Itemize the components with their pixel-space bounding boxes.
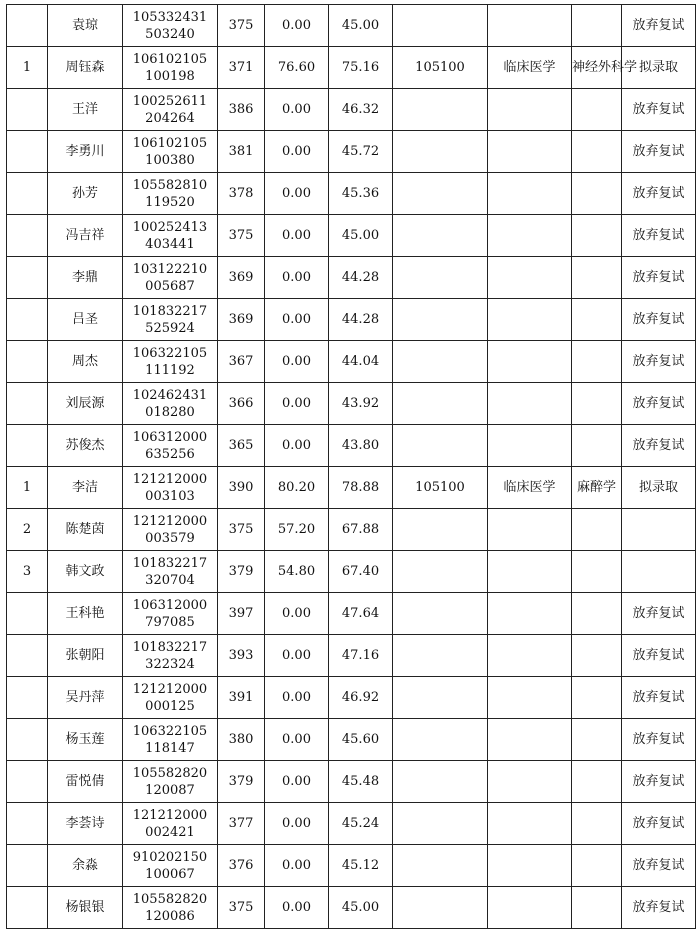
- interview-score-cell: 0.00: [265, 5, 329, 47]
- result-cell: 放弃复试: [622, 887, 696, 929]
- major-name-cell: [488, 341, 572, 383]
- major-name-cell: [488, 803, 572, 845]
- initial-score-cell: 390: [218, 467, 265, 509]
- interview-score-cell: 0.00: [265, 131, 329, 173]
- rank-cell: [7, 257, 48, 299]
- major-name-cell: [488, 509, 572, 551]
- exam-id-cell: [123, 761, 218, 803]
- major-code-cell: 105100: [393, 47, 488, 89]
- major-name-cell: [488, 761, 572, 803]
- research-direction-cell: [572, 173, 622, 215]
- research-direction-cell: [572, 803, 622, 845]
- rank-cell: [7, 215, 48, 257]
- research-direction-cell: [572, 5, 622, 47]
- interview-score-cell: 0.00: [265, 257, 329, 299]
- total-score-cell: 46.92: [329, 677, 393, 719]
- exam-id-cell: [123, 845, 218, 887]
- table-row: [7, 803, 696, 845]
- exam-id-line-2: 002421: [145, 824, 195, 840]
- rank-cell: [7, 761, 48, 803]
- name-cell: 余淼: [48, 845, 123, 887]
- exam-id-line-2: 000125: [145, 698, 195, 714]
- exam-id-cell: [123, 173, 218, 215]
- name-cell: 李鼎: [48, 257, 123, 299]
- exam-id-cell: [123, 425, 218, 467]
- exam-id-cell: [123, 341, 218, 383]
- result-cell: [622, 509, 696, 551]
- major-code-cell: [393, 173, 488, 215]
- initial-score-cell: 367: [218, 341, 265, 383]
- result-cell: 放弃复试: [622, 425, 696, 467]
- major-code-cell: [393, 845, 488, 887]
- major-code-cell: [393, 5, 488, 47]
- exam-id-line-1: 101832217: [132, 303, 208, 319]
- major-name-cell: [488, 719, 572, 761]
- result-cell: [622, 551, 696, 593]
- exam-id-line-1: 121212000: [132, 471, 208, 487]
- major-code-cell: [393, 887, 488, 929]
- rank-cell: [7, 89, 48, 131]
- exam-id-line-2: 797085: [145, 614, 195, 630]
- exam-id-cell: [123, 887, 218, 929]
- major-name-cell: 临床医学: [488, 47, 572, 89]
- research-direction-cell: [572, 845, 622, 887]
- exam-id-cell: [123, 257, 218, 299]
- rank-cell: [7, 383, 48, 425]
- exam-id-line-1: 100252611: [132, 93, 208, 109]
- result-cell: 放弃复试: [622, 173, 696, 215]
- result-cell: 放弃复试: [622, 383, 696, 425]
- exam-id-line-1: 106322105: [132, 723, 208, 739]
- rank-cell: [7, 719, 48, 761]
- name-cell: 李洁: [48, 467, 123, 509]
- table-body: [7, 5, 696, 929]
- result-cell: 放弃复试: [622, 299, 696, 341]
- exam-id-line-2: 403441: [145, 236, 195, 252]
- result-cell: 放弃复试: [622, 341, 696, 383]
- rank-cell: 1: [7, 467, 48, 509]
- name-cell: 张朝阳: [48, 635, 123, 677]
- name-cell: 杨银银: [48, 887, 123, 929]
- table-row: [7, 131, 696, 173]
- name-cell: 李勇川: [48, 131, 123, 173]
- exam-id-line-1: 102462431: [132, 387, 208, 403]
- exam-id-line-1: 106312000: [132, 429, 208, 445]
- rank-cell: 2: [7, 509, 48, 551]
- initial-score-cell: 366: [218, 383, 265, 425]
- initial-score-cell: 375: [218, 887, 265, 929]
- total-score-cell: 44.04: [329, 341, 393, 383]
- exam-id-cell: [123, 593, 218, 635]
- interview-score-cell: 0.00: [265, 845, 329, 887]
- exam-id-cell: [123, 5, 218, 47]
- candidate-table: [6, 4, 696, 929]
- exam-id-line-2: 003103: [145, 488, 195, 504]
- exam-id-cell: [123, 551, 218, 593]
- interview-score-cell: 0.00: [265, 593, 329, 635]
- exam-id-line-1: 105332431: [132, 9, 208, 25]
- initial-score-cell: 379: [218, 551, 265, 593]
- exam-id-line-2: 320704: [145, 572, 195, 588]
- total-score-cell: 47.64: [329, 593, 393, 635]
- interview-score-cell: 0.00: [265, 761, 329, 803]
- name-cell: 吴丹萍: [48, 677, 123, 719]
- research-direction-cell: [572, 635, 622, 677]
- total-score-cell: 75.16: [329, 47, 393, 89]
- initial-score-cell: 380: [218, 719, 265, 761]
- rank-cell: [7, 677, 48, 719]
- research-direction-cell: [572, 215, 622, 257]
- initial-score-cell: 376: [218, 845, 265, 887]
- major-name-cell: [488, 215, 572, 257]
- exam-id-cell: [123, 719, 218, 761]
- result-cell: 放弃复试: [622, 803, 696, 845]
- research-direction-cell: [572, 761, 622, 803]
- exam-id-line-2: 322324: [145, 656, 195, 672]
- initial-score-cell: 375: [218, 509, 265, 551]
- name-cell: 刘辰源: [48, 383, 123, 425]
- table-row: [7, 5, 696, 47]
- major-name-cell: [488, 89, 572, 131]
- table-row: [7, 215, 696, 257]
- exam-id-line-2: 635256: [145, 446, 195, 462]
- table-row: [7, 341, 696, 383]
- rank-cell: 3: [7, 551, 48, 593]
- interview-score-cell: 0.00: [265, 173, 329, 215]
- rank-cell: [7, 845, 48, 887]
- interview-score-cell: 0.00: [265, 89, 329, 131]
- major-name-cell: [488, 887, 572, 929]
- name-cell: 冯吉祥: [48, 215, 123, 257]
- initial-score-cell: 393: [218, 635, 265, 677]
- rank-cell: [7, 173, 48, 215]
- table-row: [7, 719, 696, 761]
- initial-score-cell: 391: [218, 677, 265, 719]
- rank-cell: 1: [7, 47, 48, 89]
- total-score-cell: 45.36: [329, 173, 393, 215]
- interview-score-cell: 0.00: [265, 803, 329, 845]
- research-direction-cell: [572, 887, 622, 929]
- major-code-cell: [393, 551, 488, 593]
- exam-id-line-2: 120087: [145, 782, 195, 798]
- exam-id-cell: [123, 635, 218, 677]
- rank-cell: [7, 5, 48, 47]
- exam-id-cell: [123, 509, 218, 551]
- major-code-cell: [393, 299, 488, 341]
- exam-id-line-1: 106102105: [132, 51, 208, 67]
- exam-id-line-1: 106312000: [132, 597, 208, 613]
- table-row: [7, 761, 696, 803]
- exam-id-line-1: 106102105: [132, 135, 208, 151]
- table-row: [7, 425, 696, 467]
- result-cell: 放弃复试: [622, 131, 696, 173]
- total-score-cell: 45.24: [329, 803, 393, 845]
- total-score-cell: 43.92: [329, 383, 393, 425]
- major-name-cell: [488, 299, 572, 341]
- total-score-cell: 44.28: [329, 299, 393, 341]
- rank-cell: [7, 299, 48, 341]
- table-row: [7, 47, 696, 89]
- table-row: [7, 509, 696, 551]
- interview-score-cell: 80.20: [265, 467, 329, 509]
- table-row: [7, 551, 696, 593]
- exam-id-line-2: 119520: [145, 194, 195, 210]
- exam-id-line-1: 106322105: [132, 345, 208, 361]
- exam-id-cell: [123, 131, 218, 173]
- table-row: [7, 845, 696, 887]
- major-code-cell: [393, 509, 488, 551]
- major-name-cell: [488, 425, 572, 467]
- rank-cell: [7, 887, 48, 929]
- research-direction-cell: [572, 383, 622, 425]
- result-cell: 放弃复试: [622, 593, 696, 635]
- major-name-cell: [488, 635, 572, 677]
- exam-id-line-2: 003579: [145, 530, 195, 546]
- rank-cell: [7, 341, 48, 383]
- exam-id-line-1: 100252413: [132, 219, 208, 235]
- exam-id-line-1: 910202150: [132, 849, 208, 865]
- result-cell: 放弃复试: [622, 761, 696, 803]
- total-score-cell: 47.16: [329, 635, 393, 677]
- result-cell: 放弃复试: [622, 5, 696, 47]
- interview-score-cell: 0.00: [265, 341, 329, 383]
- total-score-cell: 78.88: [329, 467, 393, 509]
- major-code-cell: [393, 89, 488, 131]
- research-direction-cell: 麻醉学: [572, 467, 622, 509]
- name-cell: 王洋: [48, 89, 123, 131]
- total-score-cell: 45.00: [329, 887, 393, 929]
- exam-id-line-2: 018280: [145, 404, 195, 420]
- result-cell: 放弃复试: [622, 215, 696, 257]
- initial-score-cell: 397: [218, 593, 265, 635]
- exam-id-line-2: 100198: [145, 68, 195, 84]
- interview-score-cell: 0.00: [265, 719, 329, 761]
- major-name-cell: [488, 845, 572, 887]
- name-cell: 苏俊杰: [48, 425, 123, 467]
- exam-id-cell: [123, 803, 218, 845]
- exam-id-line-2: 111192: [145, 362, 195, 378]
- total-score-cell: 45.00: [329, 215, 393, 257]
- exam-id-cell: [123, 299, 218, 341]
- name-cell: 袁琼: [48, 5, 123, 47]
- table-row: [7, 635, 696, 677]
- research-direction-cell: [572, 719, 622, 761]
- exam-id-line-1: 121212000: [132, 807, 208, 823]
- table-row: [7, 173, 696, 215]
- research-direction-cell: [572, 593, 622, 635]
- research-direction-cell: [572, 425, 622, 467]
- result-cell: 放弃复试: [622, 719, 696, 761]
- name-cell: 王科艳: [48, 593, 123, 635]
- research-direction-cell: [572, 257, 622, 299]
- exam-id-line-2: 118147: [145, 740, 195, 756]
- exam-id-line-2: 204264: [145, 110, 195, 126]
- result-cell: 放弃复试: [622, 257, 696, 299]
- exam-id-line-1: 105582820: [132, 765, 208, 781]
- result-cell: 放弃复试: [622, 845, 696, 887]
- name-cell: 孙芳: [48, 173, 123, 215]
- major-code-cell: [393, 593, 488, 635]
- major-code-cell: [393, 425, 488, 467]
- exam-id-line-2: 100380: [145, 152, 195, 168]
- name-cell: 周杰: [48, 341, 123, 383]
- exam-id-line-2: 525924: [145, 320, 195, 336]
- name-cell: 吕圣: [48, 299, 123, 341]
- research-direction-cell: [572, 341, 622, 383]
- total-score-cell: 67.40: [329, 551, 393, 593]
- exam-id-line-1: 101832217: [132, 555, 208, 571]
- rank-cell: [7, 803, 48, 845]
- table-row: [7, 89, 696, 131]
- exam-id-cell: [123, 383, 218, 425]
- exam-id-cell: [123, 47, 218, 89]
- name-cell: 周钰森: [48, 47, 123, 89]
- major-name-cell: [488, 593, 572, 635]
- research-direction-cell: [572, 509, 622, 551]
- major-code-cell: 105100: [393, 467, 488, 509]
- exam-id-line-1: 121212000: [132, 513, 208, 529]
- table-row: [7, 593, 696, 635]
- initial-score-cell: 369: [218, 299, 265, 341]
- interview-score-cell: 0.00: [265, 215, 329, 257]
- exam-id-cell: [123, 215, 218, 257]
- major-name-cell: [488, 257, 572, 299]
- research-direction-cell: [572, 677, 622, 719]
- initial-score-cell: 365: [218, 425, 265, 467]
- rank-cell: [7, 593, 48, 635]
- exam-id-line-1: 105582810: [132, 177, 208, 193]
- total-score-cell: 45.12: [329, 845, 393, 887]
- exam-id-line-1: 101832217: [132, 639, 208, 655]
- major-code-cell: [393, 719, 488, 761]
- interview-score-cell: 0.00: [265, 677, 329, 719]
- initial-score-cell: 378: [218, 173, 265, 215]
- table-row: [7, 257, 696, 299]
- interview-score-cell: 0.00: [265, 383, 329, 425]
- total-score-cell: 67.88: [329, 509, 393, 551]
- result-cell: 放弃复试: [622, 89, 696, 131]
- total-score-cell: 43.80: [329, 425, 393, 467]
- exam-id-line-2: 120086: [145, 908, 195, 924]
- rank-cell: [7, 425, 48, 467]
- initial-score-cell: 375: [218, 215, 265, 257]
- table-row: [7, 383, 696, 425]
- total-score-cell: 45.48: [329, 761, 393, 803]
- major-name-cell: 临床医学: [488, 467, 572, 509]
- major-name-cell: [488, 551, 572, 593]
- major-code-cell: [393, 677, 488, 719]
- initial-score-cell: 371: [218, 47, 265, 89]
- major-code-cell: [393, 761, 488, 803]
- total-score-cell: 45.60: [329, 719, 393, 761]
- exam-id-cell: [123, 89, 218, 131]
- name-cell: 杨玉莲: [48, 719, 123, 761]
- major-code-cell: [393, 635, 488, 677]
- interview-score-cell: 0.00: [265, 635, 329, 677]
- major-code-cell: [393, 803, 488, 845]
- name-cell: 雷悦倩: [48, 761, 123, 803]
- table-row: [7, 677, 696, 719]
- major-code-cell: [393, 383, 488, 425]
- major-name-cell: [488, 5, 572, 47]
- interview-score-cell: 54.80: [265, 551, 329, 593]
- interview-score-cell: 0.00: [265, 425, 329, 467]
- research-direction-cell: 神经外科学: [572, 47, 622, 89]
- initial-score-cell: 386: [218, 89, 265, 131]
- initial-score-cell: 369: [218, 257, 265, 299]
- exam-id-cell: [123, 467, 218, 509]
- exam-id-line-2: 503240: [145, 26, 195, 42]
- major-name-cell: [488, 383, 572, 425]
- result-cell: 拟录取: [622, 47, 696, 89]
- table-row: [7, 299, 696, 341]
- initial-score-cell: 381: [218, 131, 265, 173]
- result-cell: 拟录取: [622, 467, 696, 509]
- total-score-cell: 46.32: [329, 89, 393, 131]
- result-cell: 放弃复试: [622, 635, 696, 677]
- exam-id-line-2: 100067: [145, 866, 195, 882]
- initial-score-cell: 379: [218, 761, 265, 803]
- name-cell: 韩文政: [48, 551, 123, 593]
- rank-cell: [7, 131, 48, 173]
- exam-id-line-1: 105582820: [132, 891, 208, 907]
- major-code-cell: [393, 257, 488, 299]
- major-name-cell: [488, 677, 572, 719]
- rank-cell: [7, 635, 48, 677]
- total-score-cell: 45.00: [329, 5, 393, 47]
- initial-score-cell: 377: [218, 803, 265, 845]
- major-code-cell: [393, 131, 488, 173]
- exam-id-line-1: 121212000: [132, 681, 208, 697]
- total-score-cell: 45.72: [329, 131, 393, 173]
- major-name-cell: [488, 131, 572, 173]
- research-direction-cell: [572, 131, 622, 173]
- major-code-cell: [393, 215, 488, 257]
- interview-score-cell: 0.00: [265, 299, 329, 341]
- initial-score-cell: 375: [218, 5, 265, 47]
- interview-score-cell: 0.00: [265, 887, 329, 929]
- name-cell: 陈楚茵: [48, 509, 123, 551]
- research-direction-cell: [572, 551, 622, 593]
- research-direction-cell: [572, 299, 622, 341]
- table-row: [7, 467, 696, 509]
- major-name-cell: [488, 173, 572, 215]
- interview-score-cell: 76.60: [265, 47, 329, 89]
- result-cell: 放弃复试: [622, 677, 696, 719]
- major-code-cell: [393, 341, 488, 383]
- total-score-cell: 44.28: [329, 257, 393, 299]
- interview-score-cell: 57.20: [265, 509, 329, 551]
- exam-id-line-2: 005687: [145, 278, 195, 294]
- exam-id-line-1: 103122210: [132, 261, 208, 277]
- research-direction-cell: [572, 89, 622, 131]
- table-row: [7, 887, 696, 929]
- exam-id-cell: [123, 677, 218, 719]
- name-cell: 李荟诗: [48, 803, 123, 845]
